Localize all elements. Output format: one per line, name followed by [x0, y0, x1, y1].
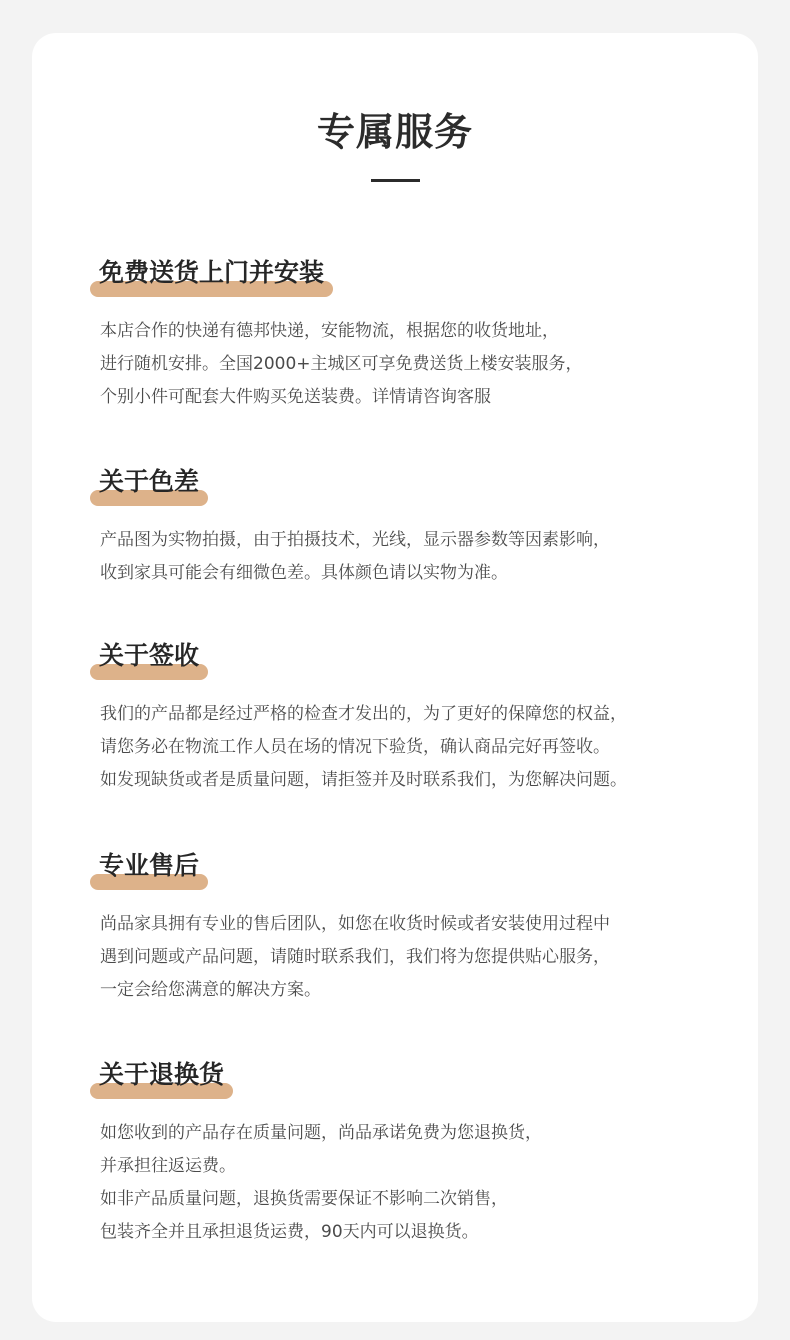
section-body: [90, 698, 720, 797]
section-signing: [90, 640, 720, 797]
section-heading-text: 关于色差: [99, 467, 200, 496]
body-line: 如您收到的产品存在质量问题，尚品承诺免费为您退换货，: [100, 1123, 542, 1143]
page-title: 专属服务: [316, 110, 473, 154]
section-color-difference: [90, 466, 720, 590]
section-body: [90, 524, 720, 590]
body-line: 收到家具可能会有细微色差。具体颜色请以实物为准。: [100, 563, 508, 583]
section-heading: [90, 1059, 233, 1099]
section-body: [90, 315, 720, 414]
section-heading-text: 关于签收: [99, 641, 200, 670]
title-underline: [371, 179, 420, 182]
body-line: 请您务必在物流工作人员在场的情况下验货，确认商品完好再签收。: [100, 737, 610, 757]
body-line: 遇到问题或产品问题，请随时联系我们，我们将为您提供贴心服务，: [100, 947, 610, 967]
body-line: 一定会给您满意的解决方案。: [100, 980, 321, 1000]
body-line: 尚品家具拥有专业的售后团队，如您在收货时候或者安装使用过程中: [100, 914, 610, 934]
body-line: 本店合作的快递有德邦快递，安能物流，根据您的收货地址，: [100, 321, 559, 341]
body-line: 如发现缺货或者是质量问题，请拒签并及时联系我们，为您解决问题。: [100, 770, 627, 790]
section-heading-text: 免费送货上门并安装: [99, 258, 325, 287]
section-after-sales: [90, 850, 720, 1007]
body-line: 包装齐全并且承担退货运费，90天内可以退换货。: [100, 1222, 479, 1242]
section-heading-text: 专业售后: [99, 851, 200, 880]
body-line: 进行随机安排。全国2000+主城区可享免费送货上楼安装服务，: [100, 354, 583, 374]
section-heading: [90, 640, 208, 680]
body-line: 个别小件可配套大件购买免送装费。详情请咨询客服: [100, 387, 491, 407]
section-heading: [90, 257, 333, 297]
body-line: 如非产品质量问题，退换货需要保证不影响二次销售，: [100, 1189, 508, 1209]
section-body: [90, 908, 720, 1007]
body-line: 我们的产品都是经过严格的检查才发出的，为了更好的保障您的权益，: [100, 704, 627, 724]
section-heading: [90, 850, 208, 890]
section-heading: [90, 466, 208, 506]
section-returns: [90, 1059, 720, 1249]
body-line: 产品图为实物拍摄，由于拍摄技术，光线，显示器参数等因素影响，: [100, 530, 610, 550]
body-line: 并承担往返运费。: [100, 1156, 236, 1176]
section-heading-text: 关于退换货: [99, 1060, 225, 1089]
section-body: [90, 1117, 720, 1249]
section-free-delivery: [90, 257, 720, 414]
